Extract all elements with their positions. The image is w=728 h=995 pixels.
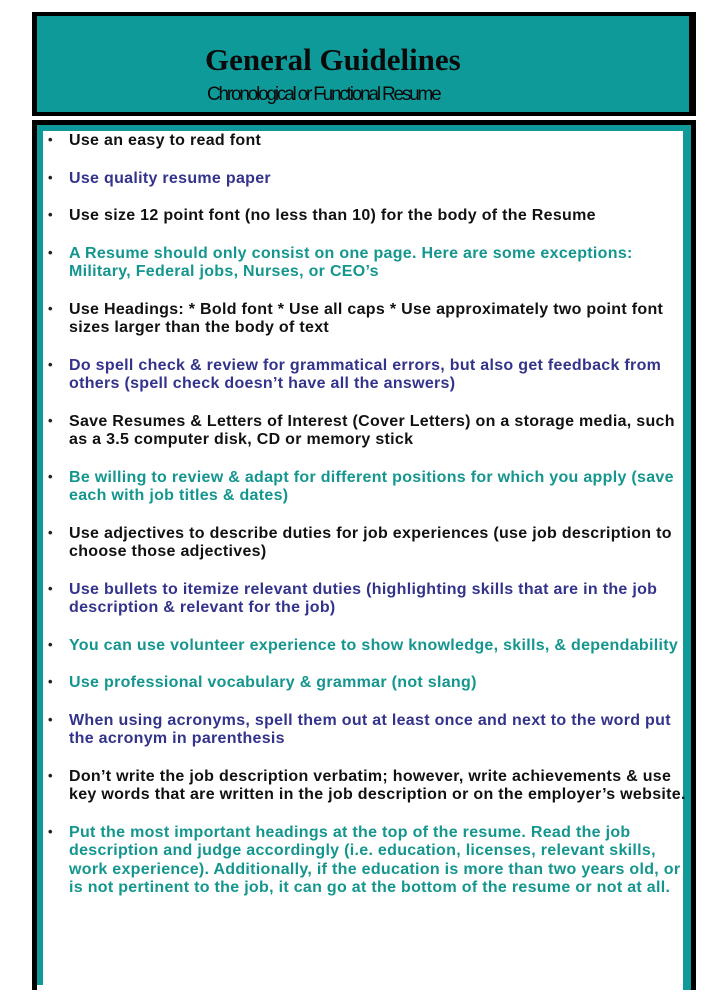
guideline-item: [44, 824, 690, 898]
bullet-icon: •: [48, 244, 53, 260]
bullet-icon: •: [48, 636, 53, 652]
guideline-text: Use adjectives to describe duties for job experiences (use job description to choose those adjectives): [69, 524, 672, 560]
bullet-icon: •: [48, 823, 53, 839]
bullet-icon: •: [48, 356, 53, 372]
bullet-icon: •: [48, 674, 53, 689]
guideline-item: [44, 674, 690, 693]
guideline-item: [44, 170, 690, 189]
guideline-text: Be willing to review & adapt for different positions for which you apply (save each with job titles & dates): [69, 468, 674, 504]
bullet-icon: •: [48, 169, 53, 185]
guideline-text: When using acronyms, spell them out at least once and next to the word put the acronym in parenthesis: [69, 711, 671, 747]
guideline-item: [44, 245, 690, 282]
guideline-item: [44, 712, 690, 749]
guideline-text: A Resume should only consist on one page. Here are some exceptions: Military, Federal jobs, Nurses, or CEO’s: [69, 244, 633, 280]
guideline-item: [44, 132, 690, 151]
guideline-text: Use professional vocabulary & grammar (not slang): [69, 674, 477, 691]
guideline-text: Do spell check & review for grammatical errors, but also get feedback from others (spell check doesn’t have all the answers): [69, 356, 662, 392]
guideline-text: Don’t write the job description verbatim; however, write achievements & use key words that are written in the job description or on the employer’s website.: [69, 767, 686, 803]
header-banner-fill: [37, 16, 689, 112]
guideline-item: [44, 301, 690, 338]
guideline-text: Use bullets to itemize relevant duties (highlighting skills that are in the job description & relevant for the job): [69, 580, 658, 616]
bullet-icon: •: [48, 132, 53, 147]
guideline-item: [44, 637, 690, 656]
bullet-icon: •: [48, 300, 53, 316]
guideline-text: You can use volunteer experience to show knowledge, skills, & dependability: [69, 636, 679, 654]
bullet-icon: •: [48, 767, 53, 783]
bullet-icon: •: [48, 207, 53, 222]
bullet-icon: •: [48, 468, 53, 484]
guideline-text: Use size 12 point font (no less than 10) for the body of the Resume: [69, 207, 596, 224]
guideline-text: Use an easy to read font: [69, 132, 262, 149]
guideline-item: [44, 413, 690, 450]
guideline-list: [44, 132, 690, 898]
guideline-text: Save Resumes & Letters of Interest (Cover Letters) on a storage media, such as a 3.5 computer disk, CD or memory stick: [69, 412, 675, 448]
header-banner: [32, 12, 696, 116]
guideline-item: [44, 581, 690, 618]
guideline-text: Use Headings: * Bold font * Use all caps * Use approximately two point font sizes larger than the body of text: [69, 300, 664, 336]
guideline-item: [44, 357, 690, 394]
content-border-top: [37, 125, 691, 131]
guideline-text: Use quality resume paper: [69, 169, 271, 187]
content-border-left: [37, 125, 43, 985]
page-subtitle: Chronological or Functional Resume: [207, 84, 440, 105]
guideline-item: [44, 207, 690, 226]
bullet-icon: •: [48, 711, 53, 727]
bullet-icon: •: [48, 412, 53, 428]
page-title: General Guidelines: [205, 42, 461, 77]
guideline-item: [44, 525, 690, 562]
bullet-icon: •: [48, 524, 53, 540]
guideline-text: Put the most important headings at the top of the resume. Read the job description and judge accordingly (i.e. education, licenses, relevant skills, work experience). Additionally, if the education is more than two years old, or is not pertinent to the job, it can go at the bottom of the resume or not at all.: [69, 823, 681, 896]
guideline-item: [44, 768, 690, 805]
bullet-icon: •: [48, 580, 53, 596]
guideline-item: [44, 469, 690, 506]
